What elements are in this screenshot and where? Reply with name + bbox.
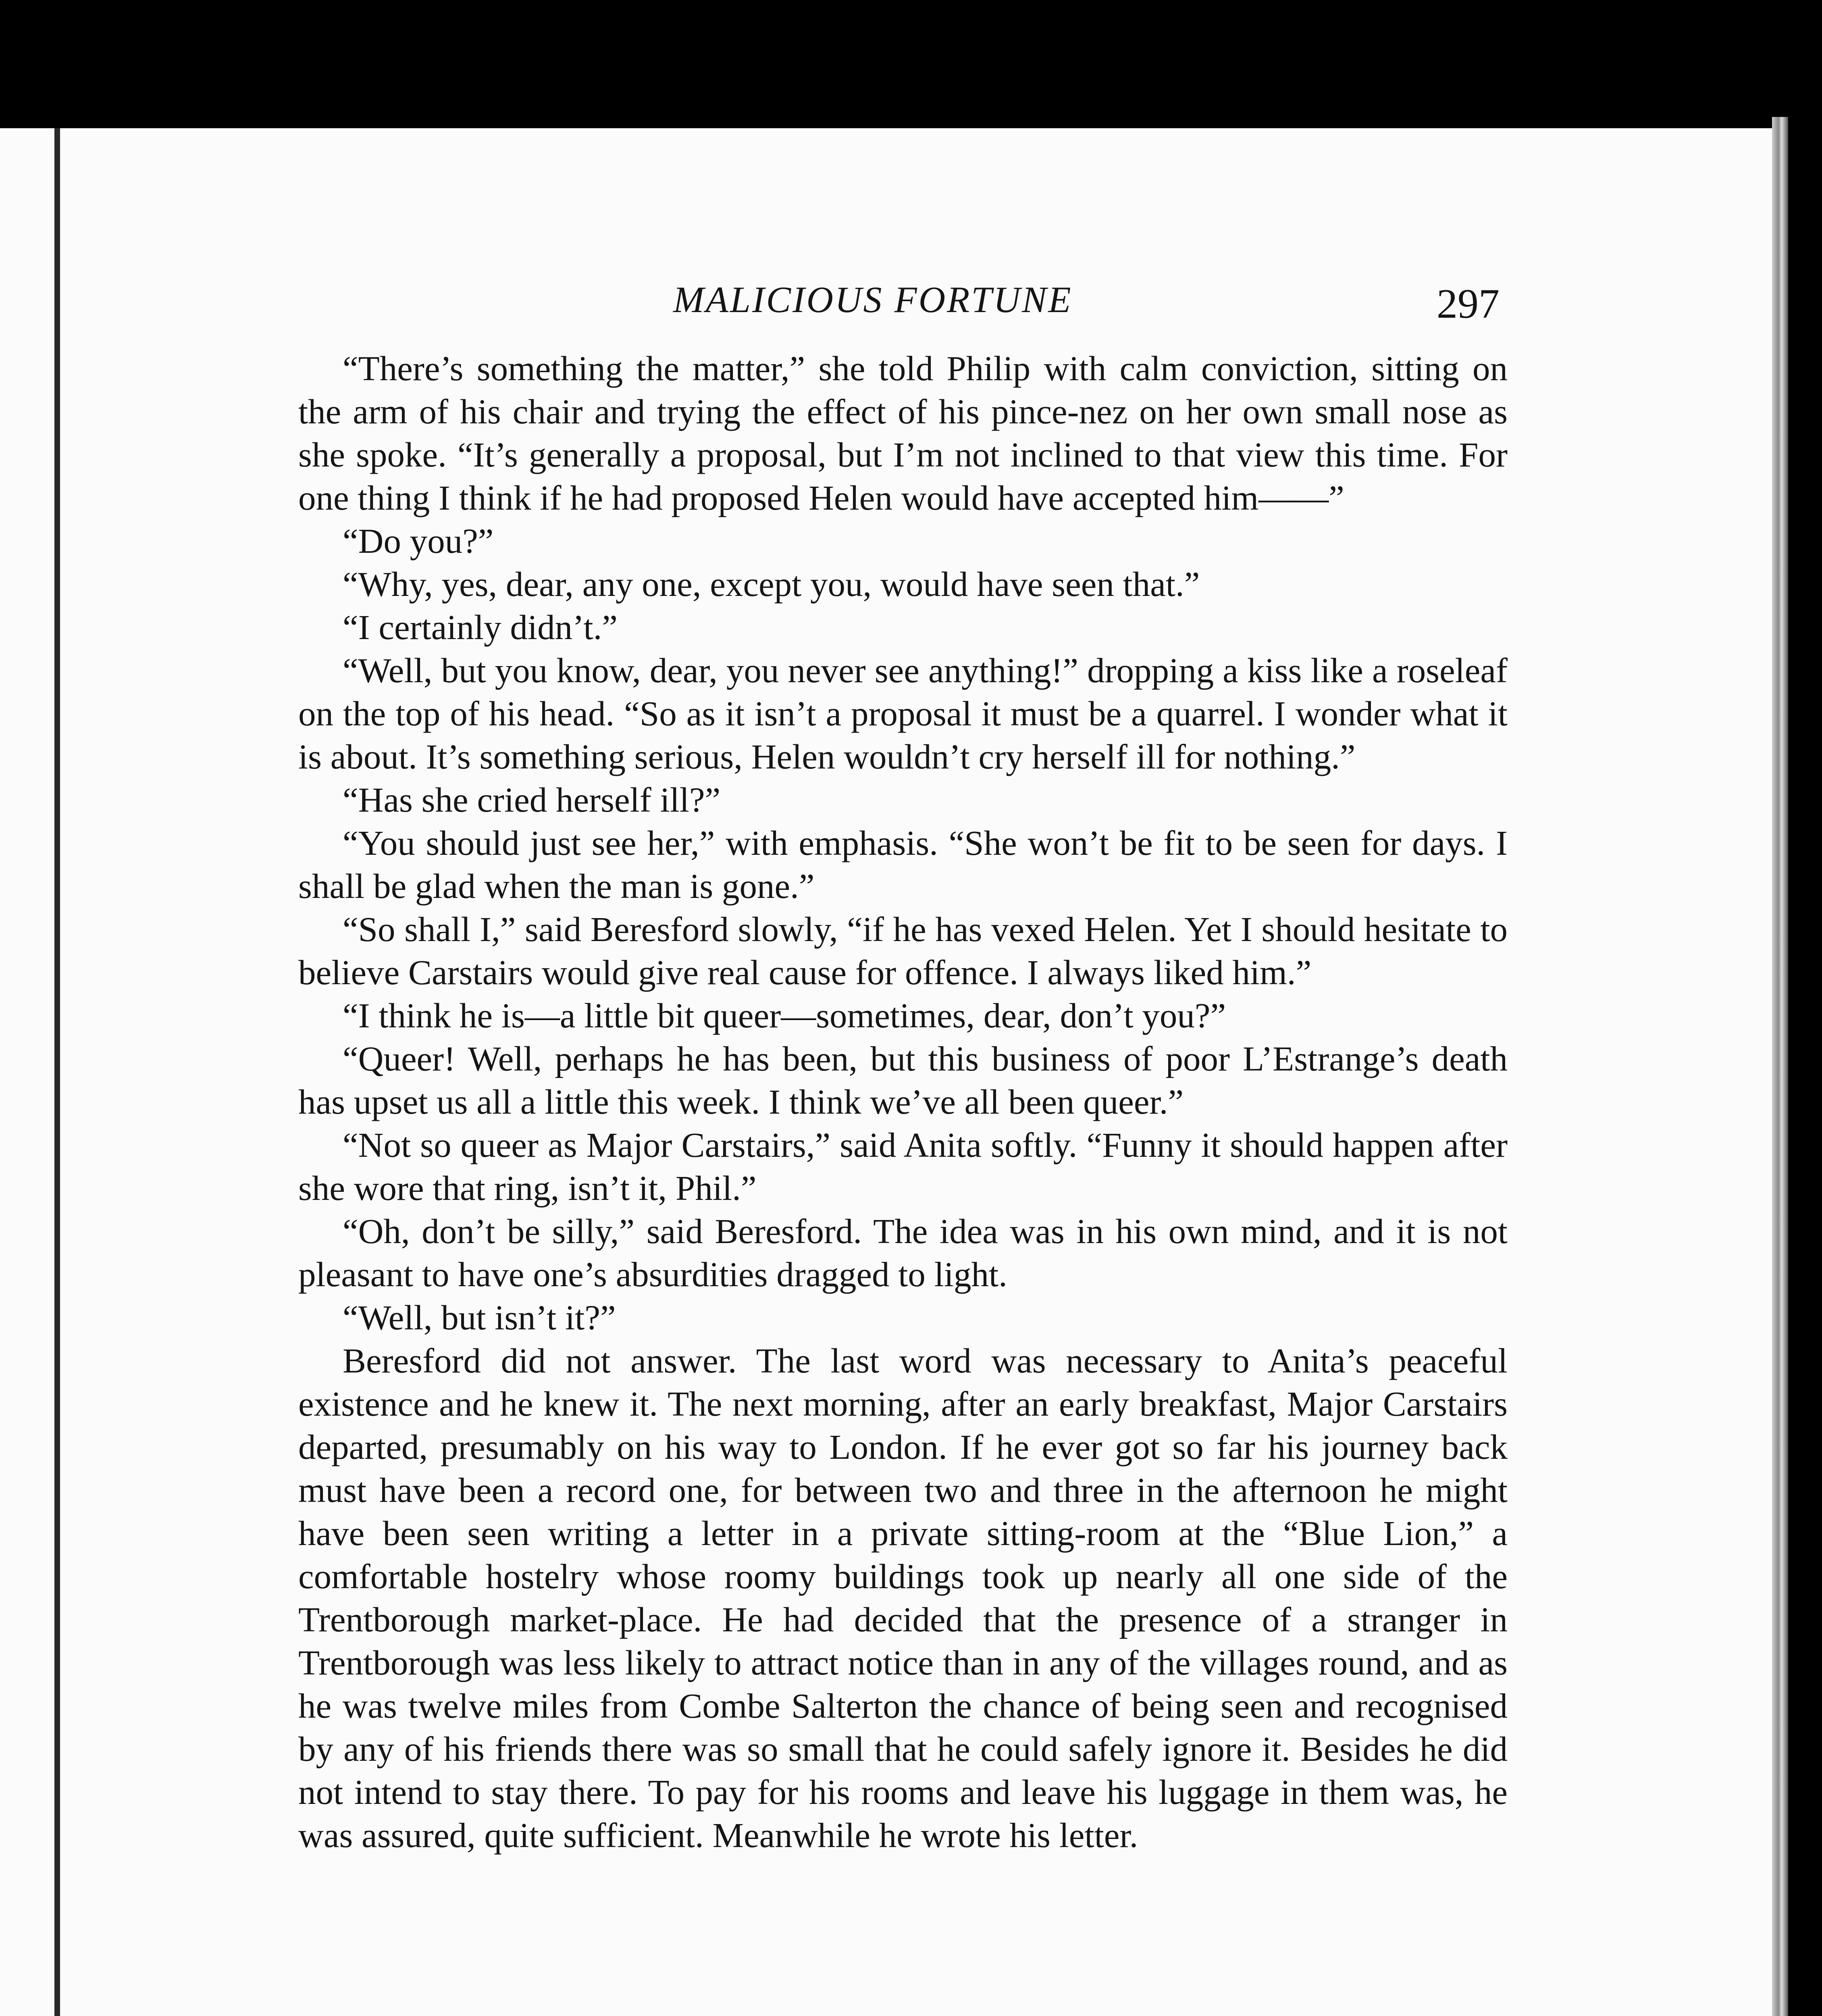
paragraph: “Has she cried herself ill?” [343,780,721,819]
paragraph: “Why, yes, dear, any one, except you, would have seen that.” [343,564,1200,604]
page-binding-edge [54,128,60,2016]
paragraph: “Well, but isn’t it?” [343,1298,616,1337]
paragraph: “Oh, don’t be silly,” said Beresford. The idea was in his own mind, and it is not pleasant to have one’s absurdities dragged to light. [298,1212,1508,1294]
paragraph: “I certainly didn’t.” [343,608,618,647]
body-text [298,347,1508,1857]
paragraph: “Do you?” [343,521,494,560]
paragraph: “You should just see her,” with emphasis. “She won’t be fit to be seen for days. I shall be glad when the man is gone.” [298,823,1508,906]
page-stack-edge [1772,117,1788,2016]
paragraph: “I think he is—a little bit queer—sometimes, dear, don’t you?” [343,996,1226,1035]
paragraph: Beresford did not answer. The last word was necessary to Anita’s peaceful existence and he knew it. The next morning, after an early breakfast, Major Carstairs departed, presumably on his way to London. If he ever got so far his journey back must have been a record one, for between two and three in the afternoon he might have been seen writing a letter in a private sitting-room at the “Blue Lion,” a comfortable hostelry whose roomy buildings took up nearly all one side of the Trentborough market-place. He had decided that the presence of a stranger in Trentborough was less likely to attract notice than in any of the villages round, and as he was twelve miles from Combe Salterton the chance of being seen and recognised by any of his friends there was so small that he could safely ignore it. Besides he did not intend to stay there. To pay for his rooms and leave his luggage in them was, he was assured, quite sufficient. Meanwhile he wrote his letter. [298,1341,1508,1855]
paragraph: “So shall I,” said Beresford slowly, “if he has vexed Helen. Yet I should hesitate to believe Carstairs would give real cause for offence. I always liked him.” [298,910,1508,992]
paragraph: “Not so queer as Major Carstairs,” said Anita softly. “Funny it should happen after she wore that ring, isn’t it, Phil.” [298,1125,1508,1208]
running-head: MALICIOUS FORTUNE [673,279,1073,320]
paragraph: “Queer! Well, perhaps he has been, but this business of poor L’Estrange’s death has upset us all a little this week. I think we’ve all been queer.” [298,1039,1508,1121]
paragraph: “Well, but you know, dear, you never see anything!” dropping a kiss like a roseleaf on the top of his head. “So as it isn’t a proposal it must be a quarrel. I wonder what it is about. It’s something serious, Helen wouldn’t cry herself ill for nothing.” [298,651,1508,776]
paragraph: “There’s something the matter,” she told Philip with calm conviction, sitting on the arm of his chair and trying the effect of his pince-nez on her own small nose as she spoke. “It’s generally a proposal, but I’m not inclined to that view this time. For one thing I think if he had proposed Helen would have accepted him——” [298,349,1508,517]
page-number: 297 [1437,281,1500,327]
page-header [306,278,1500,331]
